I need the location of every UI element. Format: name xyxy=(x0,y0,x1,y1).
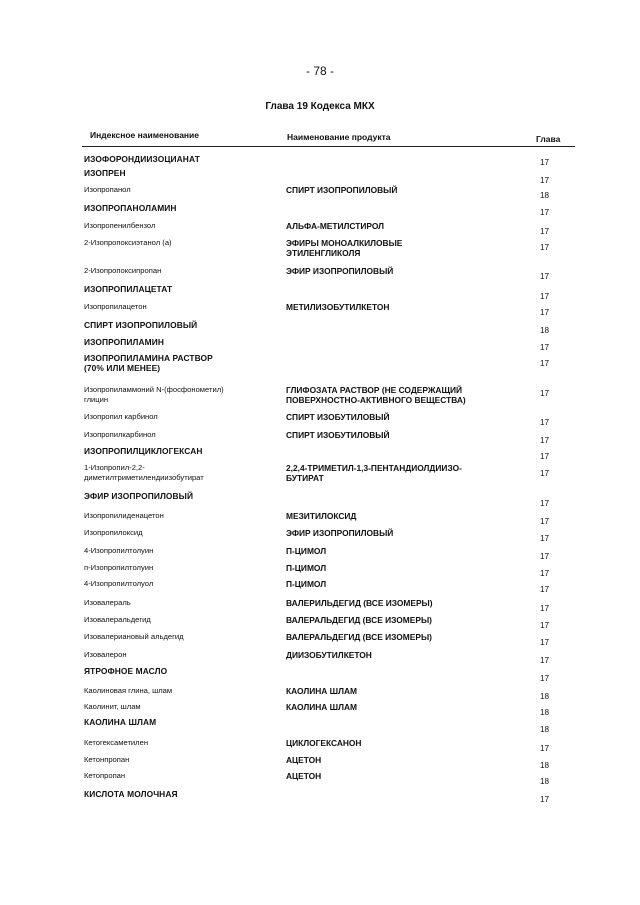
table-row xyxy=(0,615,640,630)
table-row xyxy=(0,463,640,483)
column-header-index: Индексное наименование xyxy=(90,130,200,140)
table-row xyxy=(0,650,640,665)
product-name-cell: АЦЕТОН xyxy=(286,755,322,765)
chapter-cell: 17 xyxy=(540,158,550,167)
table-row xyxy=(0,203,640,217)
chapter-cell: 17 xyxy=(540,359,550,368)
index-name-cell: ИЗОПРОПИЛАЦЕТАТ xyxy=(84,284,173,294)
chapter-cell: 17 xyxy=(540,343,550,352)
table-row xyxy=(0,385,640,405)
product-name-cell: МЕЗИТИЛОКСИД xyxy=(286,511,357,521)
product-name-cell: СПИРТ ИЗОБУТИЛОВЫЙ xyxy=(286,430,390,440)
index-name-cell: Каолинит, шлам xyxy=(84,702,141,711)
index-name-cell: ИЗОПРЕН xyxy=(84,168,126,178)
index-name-cell: КИСЛОТА МОЛОЧНАЯ xyxy=(84,789,178,799)
chapter-cell: 18 xyxy=(540,692,550,701)
chapter-cell: 18 xyxy=(540,777,550,786)
index-name-cell: 2-Изопропоксиэтанол (а) xyxy=(84,238,172,247)
product-name-cell: ЭФИРЫ МОНОАЛКИЛОВЫЕ ЭТИЛЕНГЛИКОЛЯ xyxy=(286,238,403,258)
product-name-cell: 2,2,4-ТРИМЕТИЛ-1,3-ПЕНТАНДИОЛДИИЗО- БУТИРАТ xyxy=(286,463,462,483)
chapter-cell: 17 xyxy=(540,452,550,461)
chapter-cell: 17 xyxy=(540,585,550,594)
index-name-cell: Изопропил карбинол xyxy=(84,412,158,421)
index-name-cell: СПИРТ ИЗОПРОПИЛОВЫЙ xyxy=(84,320,198,330)
table-row xyxy=(0,337,640,352)
table-row xyxy=(0,546,640,561)
table-row xyxy=(0,528,640,543)
chapter-cell: 17 xyxy=(540,517,550,526)
index-name-cell: Каолиновая глина, шлам xyxy=(84,686,173,695)
table-row xyxy=(0,511,640,526)
table-row xyxy=(0,266,640,281)
product-name-cell: П-ЦИМОЛ xyxy=(286,546,327,556)
chapter-cell: 17 xyxy=(540,272,550,281)
document-title: Глава 19 Кодекса МКХ xyxy=(265,101,375,112)
index-name-cell: ИЗОПРОПИЛАМИНА РАСТВОР (70% ИЛИ МЕНЕЕ) xyxy=(84,353,213,373)
chapter-cell: 17 xyxy=(540,308,550,317)
product-name-cell: КАОЛИНА ШЛАМ xyxy=(286,686,357,696)
chapter-cell: 18 xyxy=(540,725,550,734)
chapter-cell: 18 xyxy=(540,761,550,770)
index-name-cell: Кетогексаметилен xyxy=(84,738,149,747)
product-name-cell: ЭФИР ИЗОПРОПИЛОВЫЙ xyxy=(286,528,394,538)
chapter-cell: 17 xyxy=(540,638,550,647)
table-row xyxy=(0,771,640,786)
chapter-cell: 17 xyxy=(540,176,550,185)
chapter-cell: 17 xyxy=(540,243,550,252)
table-row xyxy=(0,353,640,373)
table-row xyxy=(0,717,640,734)
table-row xyxy=(0,185,640,200)
chapter-cell: 17 xyxy=(540,292,550,301)
index-name-cell: Изовалерон xyxy=(84,650,127,659)
index-name-cell: ИЗОПРОПИЛЦИКЛОГЕКСАН xyxy=(84,446,203,456)
chapter-cell: 18 xyxy=(540,326,550,335)
table-row xyxy=(0,430,640,445)
chapter-cell: 17 xyxy=(540,744,550,753)
column-header-product: Наименование продукта xyxy=(287,132,391,142)
table-row xyxy=(0,168,640,185)
index-name-cell: Кетопропан xyxy=(84,771,126,780)
index-name-cell: ИЗОПРОПИЛАМИН xyxy=(84,337,164,347)
table-row xyxy=(0,563,640,578)
index-name-cell: ЯТРОФНОЕ МАСЛО xyxy=(84,666,168,676)
table-row xyxy=(0,702,640,717)
table-row xyxy=(0,302,640,317)
index-name-cell: п-Изопропилтолуин xyxy=(84,563,154,572)
index-name-cell: 4-Изопропилтолуин xyxy=(84,546,154,555)
chapter-cell: 17 xyxy=(540,795,550,804)
index-name-cell: Изопропилкарбинол xyxy=(84,430,156,439)
index-name-cell: Изовалераль xyxy=(84,598,131,607)
table-row xyxy=(0,738,640,753)
index-name-cell: Изопропенилбензол xyxy=(84,221,156,230)
table-row xyxy=(0,154,640,167)
table-row xyxy=(0,412,640,427)
chapter-cell: 17 xyxy=(540,604,550,613)
header-divider xyxy=(82,146,575,147)
table-row xyxy=(0,320,640,335)
chapter-cell: 18 xyxy=(540,191,550,200)
product-name-cell: МЕТИЛИЗОБУТИЛКЕТОН xyxy=(286,302,390,312)
index-name-cell: Изопропанол xyxy=(84,185,131,194)
index-name-cell: Изопропилацетон xyxy=(84,302,147,311)
table-row xyxy=(0,789,640,804)
product-name-cell: АЛЬФА-МЕТИЛСТИРОЛ xyxy=(286,221,385,231)
product-name-cell: ВАЛЕРАЛЬДЕГИД (ВСЕ ИЗОМЕРЫ) xyxy=(286,632,432,642)
product-name-cell: СПИРТ ИЗОБУТИЛОВЫЙ xyxy=(286,412,390,422)
product-name-cell: АЦЕТОН xyxy=(286,771,322,781)
chapter-cell: 17 xyxy=(540,418,550,427)
table-row xyxy=(0,491,640,508)
index-name-cell: КАОЛИНА ШЛАМ xyxy=(84,717,157,727)
index-name-cell: Изовалериановый альдегид xyxy=(84,632,184,641)
table-row xyxy=(0,755,640,770)
index-name-cell: ИЗОФОРОНДИИЗОЦИАНАТ xyxy=(84,154,200,164)
table-row xyxy=(0,238,640,258)
chapter-cell: 18 xyxy=(540,708,550,717)
chapter-cell: 17 xyxy=(540,656,550,665)
index-name-cell: Изопропиламмоний N-(фосфонометил) глицин xyxy=(84,385,224,404)
chapter-cell: 17 xyxy=(540,534,550,543)
index-name-cell: 1-Изопропил-2,2- диметилтриметилендиизобутират xyxy=(84,463,204,482)
product-name-cell: ВАЛЕРИЛЬДЕГИД (ВСЕ ИЗОМЕРЫ) xyxy=(286,598,433,608)
index-name-cell: 2-Изопропоксипропан xyxy=(84,266,162,275)
chapter-cell: 17 xyxy=(540,552,550,561)
table-row xyxy=(0,446,640,461)
index-name-cell: ЭФИР ИЗОПРОПИЛОВЫЙ xyxy=(84,491,194,501)
product-name-cell: ГЛИФОЗАТА РАСТВОР (НЕ СОДЕРЖАЩИЙ ПОВЕРХНОСТНО-АКТИВНОГО ВЕЩЕСТВА) xyxy=(286,385,466,405)
table-row xyxy=(0,579,640,594)
index-name-cell: Изовалеральдегид xyxy=(84,615,151,624)
product-name-cell: ДИИЗОБУТИЛКЕТОН xyxy=(286,650,372,660)
chapter-cell: 17 xyxy=(540,674,550,683)
chapter-cell: 17 xyxy=(540,499,550,508)
table-row xyxy=(0,284,640,301)
index-name-cell: Кетонпропан xyxy=(84,755,130,764)
table-row xyxy=(0,632,640,647)
table-row xyxy=(0,221,640,236)
chapter-cell: 17 xyxy=(540,621,550,630)
index-name-cell: 4-Изопропилтолуол xyxy=(84,579,154,588)
table-row xyxy=(0,686,640,701)
product-name-cell: КАОЛИНА ШЛАМ xyxy=(286,702,357,712)
chapter-cell: 17 xyxy=(540,389,550,398)
table-row xyxy=(0,666,640,683)
product-name-cell: ЦИКЛОГЕКСАНОН xyxy=(286,738,362,748)
column-header-chapter: Глава xyxy=(536,134,561,144)
product-name-cell: П-ЦИМОЛ xyxy=(286,579,327,589)
chapter-cell: 17 xyxy=(540,208,550,217)
index-name-cell: Изопропилоксид xyxy=(84,528,143,537)
chapter-cell: 17 xyxy=(540,436,550,445)
index-name-cell: Изопропилиденацетон xyxy=(84,511,164,520)
chapter-cell: 17 xyxy=(540,569,550,578)
table-row xyxy=(0,598,640,613)
chapter-cell: 17 xyxy=(540,469,550,478)
index-name-cell: ИЗОПРОПАНОЛАМИН xyxy=(84,203,177,213)
product-name-cell: СПИРТ ИЗОПРОПИЛОВЫЙ xyxy=(286,185,398,195)
product-name-cell: ЭФИР ИЗОПРОПИЛОВЫЙ xyxy=(286,266,394,276)
product-name-cell: П-ЦИМОЛ xyxy=(286,563,327,573)
product-name-cell: ВАЛЕРАЛЬДЕГИД (ВСЕ ИЗОМЕРЫ) xyxy=(286,615,432,625)
page-number: - 78 - xyxy=(305,64,334,78)
chapter-cell: 17 xyxy=(540,227,550,236)
